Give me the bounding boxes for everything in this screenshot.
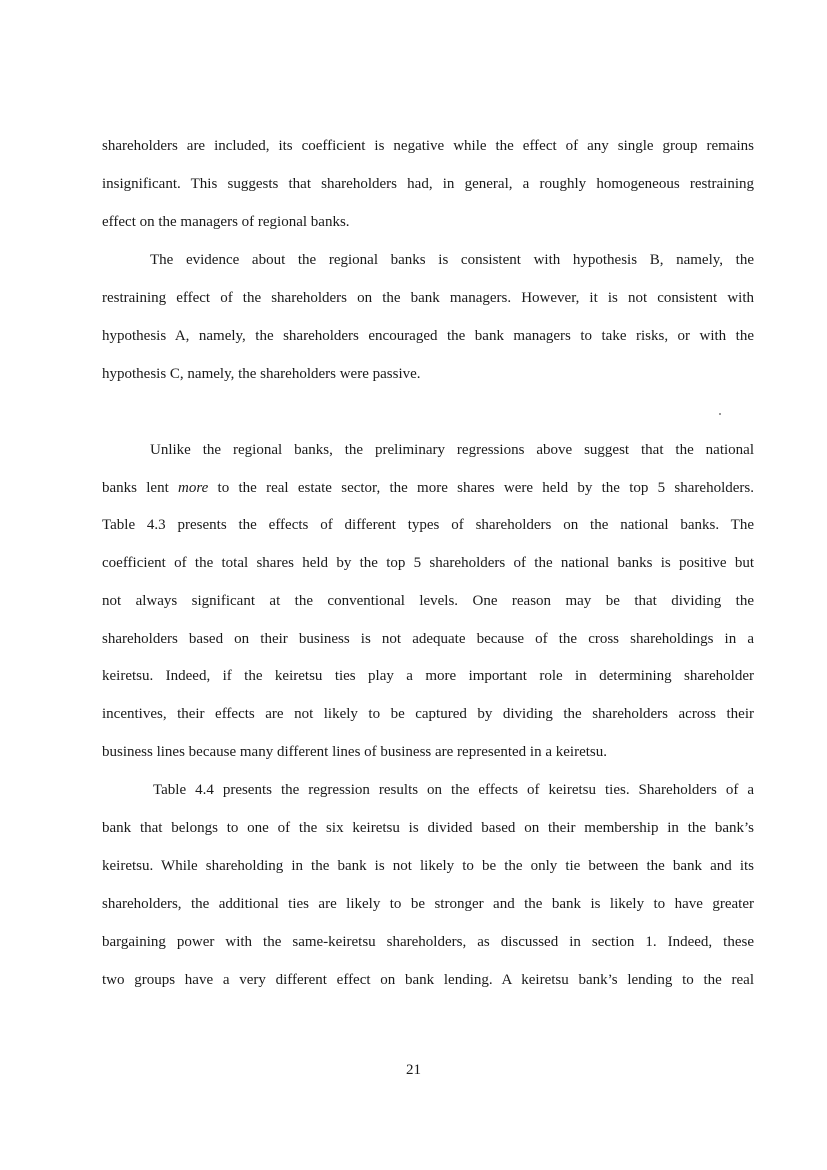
paragraph-1-line-1: shareholders are included, its coefficient is negative while the effect of any single group remains bbox=[102, 138, 754, 154]
paragraph-3-line-2 bbox=[102, 478, 754, 498]
paragraph-3-line-8: incentives, their effects are not likely to be captured by dividing the shareholders across their bbox=[102, 706, 754, 722]
paragraph-1-line-3: effect on the managers of regional banks. bbox=[102, 214, 350, 230]
paragraph-3-line-9: business lines because many different lines of business are represented in a keiretsu. bbox=[102, 744, 607, 760]
paragraph-3-line-1: Unlike the regional banks, the preliminary regressions above suggest that the national bbox=[150, 442, 754, 458]
paragraph-2-line-1: The evidence about the regional banks is consistent with hypothesis B, namely, the bbox=[150, 252, 754, 268]
paragraph-2-line-4: hypothesis C, namely, the shareholders were passive. bbox=[102, 366, 421, 382]
scan-speck bbox=[719, 413, 721, 415]
paragraph-4-line-2: bank that belongs to one of the six keiretsu is divided based on their membership in the bank’s bbox=[102, 820, 754, 836]
paragraph-4-line-5: bargaining power with the same-keiretsu shareholders, as discussed in section 1. Indeed, these bbox=[102, 934, 754, 950]
paragraph-2-line-3: hypothesis A, namely, the shareholders encouraged the bank managers to take risks, or with the bbox=[102, 328, 754, 344]
paragraph-2-line-2: restraining effect of the shareholders on the bank managers. However, it is not consistent with bbox=[102, 290, 754, 306]
paragraph-4-line-4: shareholders, the additional ties are likely to be stronger and the bank is likely to have greater bbox=[102, 896, 754, 912]
paragraph-3-line-5: not always significant at the conventional levels. One reason may be that dividing the bbox=[102, 593, 754, 609]
paragraph-3-line-7: keiretsu. Indeed, if the keiretsu ties play a more important role in determining shareholder bbox=[102, 668, 754, 684]
page-number: 21 bbox=[406, 1062, 421, 1078]
paragraph-3-line-3: Table 4.3 presents the effects of different types of shareholders on the national banks. The bbox=[102, 517, 754, 533]
paragraph-3-line-6: shareholders based on their business is not adequate because of the cross shareholdings in a bbox=[102, 631, 754, 647]
paragraph-4-line-1: Table 4.4 presents the regression results on the effects of keiretsu ties. Shareholders of a bbox=[153, 782, 754, 798]
paragraph-1-line-2: insignificant. This suggests that shareholders had, in general, a roughly homogeneous restraining bbox=[102, 176, 754, 192]
paragraph-4-line-3: keiretsu. While shareholding in the bank is not likely to be the only tie between the bank and its bbox=[102, 858, 754, 874]
paragraph-4-line-6: two groups have a very different effect on bank lending. A keiretsu bank’s lending to the real bbox=[102, 972, 754, 988]
text-run: to the real estate sector, the more shares were held by the top 5 shareholders. bbox=[208, 480, 754, 496]
text-run: banks lent bbox=[102, 480, 179, 496]
emphasis-more: more bbox=[178, 480, 209, 496]
paragraph-3-line-4: coefficient of the total shares held by the top 5 shareholders of the national banks is positive but bbox=[102, 555, 754, 571]
